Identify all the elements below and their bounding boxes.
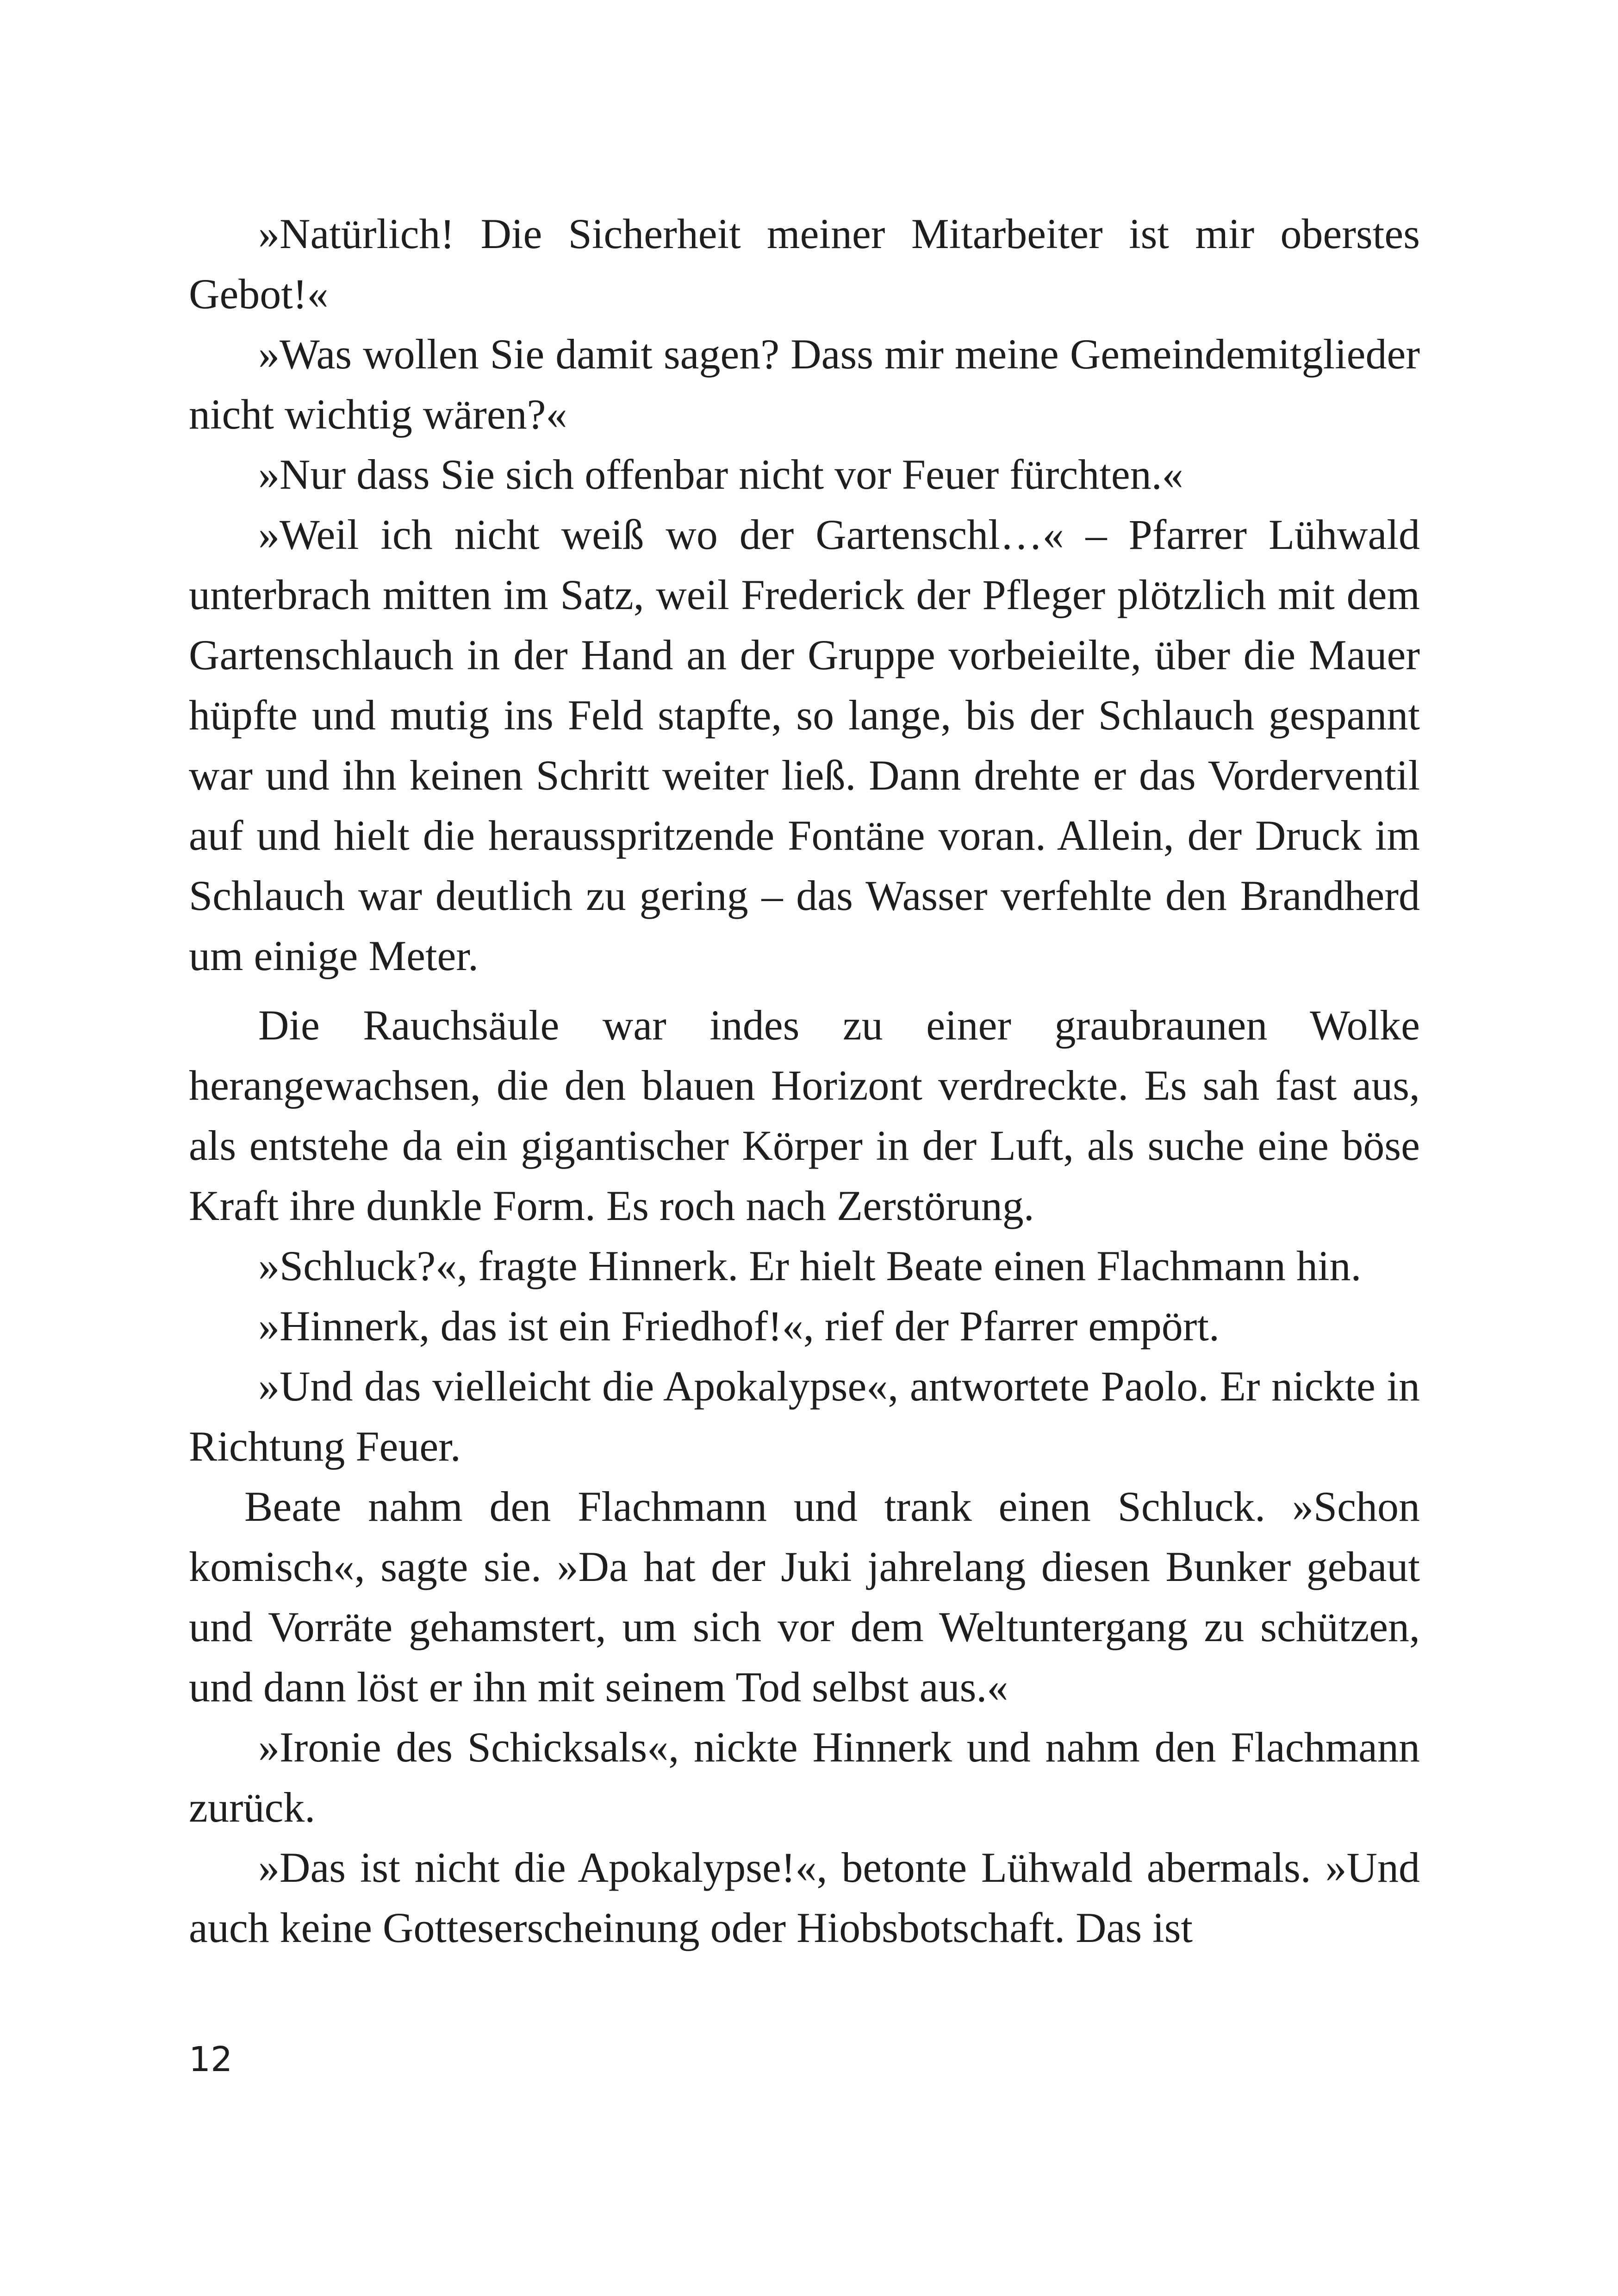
page-number: 12 [189, 2040, 233, 2079]
body-text [189, 204, 1420, 1958]
paragraph-7: »Hinnerk, das ist ein Friedhof!«, rief der Pfarrer empört. [258, 1302, 1220, 1350]
paragraph-5: Die Rauchsäule war indes zu einer graubraunen Wolke herangewachsen, die den blauen Horizont verdreckte. Es sah fast aus, als entstehe da ein gigantischer Körper in der Luft, als suche eine böse Kraft ihre dunkle Form. Es roch nach Zerstörung. [189, 1002, 1420, 1229]
paragraph-11: »Das ist nicht die Apokalypse!«, betonte Lühwald abermals. »Und auch keine Gotteserscheinung oder Hiobsbotschaft. Das ist [189, 1844, 1420, 1951]
paragraph-10: »Ironie des Schicksals«, nickte Hinnerk und nahm den Flachmann zurück. [189, 1724, 1420, 1831]
paragraph-4: »Weil ich nicht weiß wo der Gartenschl…« – Pfarrer Lühwald unterbrach mitten im Satz, weil Frederick der Pfleger plötzlich mit dem Gartenschlauch in der Hand an der Gruppe vorbeieilte, über die Mauer hüpfte und mutig ins Feld stapfte, so lange, bis der Schlauch gespannt war und ihn keinen Schritt weiter ließ. Dann drehte er das Vorderventil auf und hielt die herausspritzende Fontäne voran. Allein, der Druck im Schlauch war deutlich zu gering – das Wasser verfehlte den Brandherd um einige Meter. [189, 511, 1420, 979]
paragraph-6: »Schluck?«, fragte Hinnerk. Er hielt Beate einen Flachmann hin. [258, 1242, 1362, 1289]
paragraph-3: »Nur dass Sie sich offenbar nicht vor Feuer fürchten.« [258, 451, 1183, 498]
paragraph-9: Beate nahm den Flachmann und trank einen Schluck. »Schon komisch«, sagte sie. »Da hat der Juki jahrelang diesen Bunker gebaut und Vorräte gehamstert, um sich vor dem Weltuntergang zu schützen, und dann löst er ihn mit seinem Tod selbst aus.« [189, 1483, 1420, 1711]
paragraph-2: »Was wollen Sie damit sagen? Dass mir meine Gemeindemitglieder nicht wichtig wären?« [189, 330, 1420, 438]
paragraph-1: »Natürlich! Die Sicherheit meiner Mitarbeiter ist mir oberstes Gebot!« [189, 210, 1420, 317]
paragraph-8: »Und das vielleicht die Apokalypse«, antwortete Paolo. Er nickte in Richtung Feuer. [189, 1363, 1420, 1470]
